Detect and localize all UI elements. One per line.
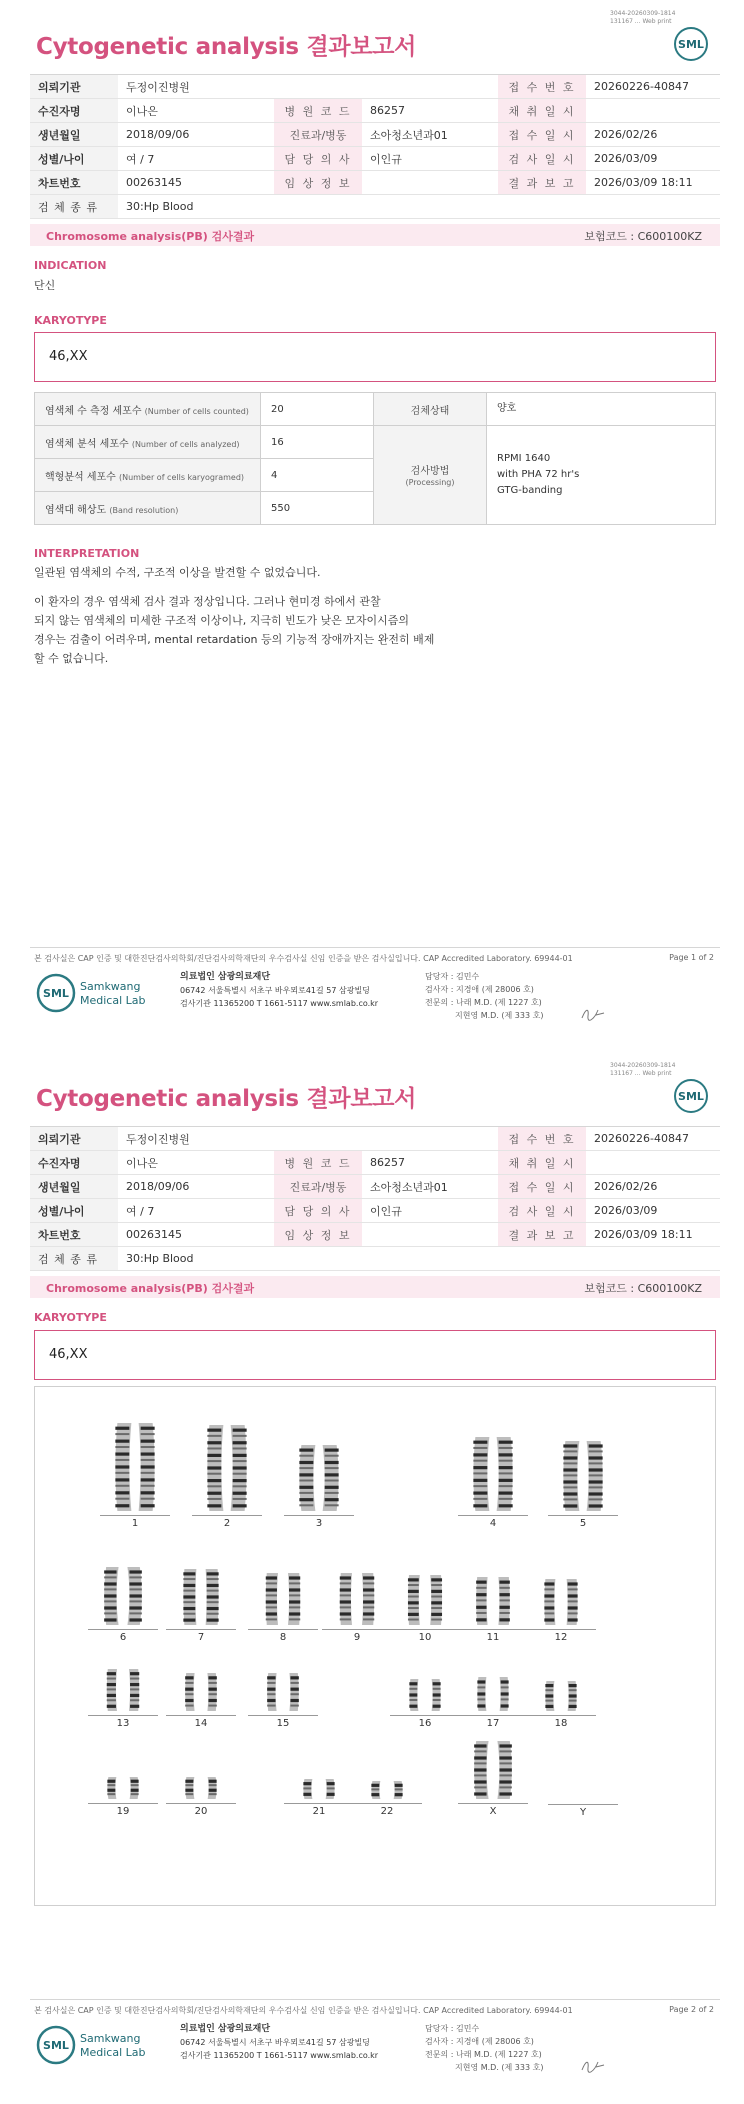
report-page-2: [0, 1052, 744, 2104]
info-label: 의뢰기관: [30, 1127, 118, 1151]
chromosome-baseline: [88, 1715, 158, 1716]
info-label: 병 원 코 드: [274, 99, 362, 123]
chromosome-pair-17: [455, 1675, 531, 1729]
chromosome-icon: [455, 1739, 531, 1801]
chromosome-pair-Y: [545, 1801, 621, 1818]
info-label: 검 체 종 류: [30, 1247, 118, 1271]
print-code: 3044-20260309-1814 131167 ... Web print: [610, 1062, 676, 1077]
chromosome-icon: [523, 1679, 599, 1713]
chromosome-icon: [455, 1575, 531, 1627]
info-label: 병 원 코 드: [274, 1151, 362, 1175]
org-info: 의료법인 삼광의료재단 06742 서울특별시 서초구 바우뫼로41길 57 삼광빌딩 검사기관 11365200 T 1661-5117 www.smlab.co.kr: [180, 972, 379, 1008]
interpretation-text: 일관된 염색체의 수적, 구조적 이상을 발견할 수 없었습니다. 이 환자의 경우 염색체 검사 결과 정상입니다. 그러나 현미경 하에서 관찰 되지 않는 염색체의 미세한 구조적 이상이나, 지극히 빈도가 낮은 모자이시즘의 경우는 검출이 어려우며, mental retardation 등의 기능적 장애까지는 완전히 배제 할 수 없습니다.: [34, 566, 435, 665]
chromosome-label: 2: [223, 1518, 231, 1529]
chromosome-pair-5: [545, 1439, 621, 1529]
chromosome-icon: [85, 1667, 161, 1713]
svg-text:Samkwang: Samkwang: [80, 2032, 141, 2045]
info-value: [362, 171, 498, 195]
chromosome-label: 20: [194, 1806, 208, 1817]
chromosome-icon: [387, 1573, 463, 1627]
chromosome-pair-2: [189, 1423, 265, 1529]
chromosome-label: 4: [489, 1518, 497, 1529]
chromosome-pair-8: [245, 1571, 321, 1643]
chromosome-baseline: [458, 1715, 528, 1716]
info-label: 임 상 정 보: [274, 171, 362, 195]
chromosome-label: Y: [579, 1807, 587, 1818]
info-value: 두정이진병원: [118, 1127, 498, 1151]
chromosome-icon: [545, 1439, 621, 1513]
page-number: Page 2 of 2: [669, 2005, 714, 2014]
info-label: 결 과 보 고: [498, 1223, 586, 1247]
cell-label: 핵형분석 세포수 (Number of cells karyogramed): [35, 459, 261, 492]
samkwang-logo-icon: [36, 973, 156, 1013]
svg-text:SML: SML: [678, 38, 704, 51]
chromosome-pair-22: [349, 1779, 425, 1817]
info-value: 이인규: [362, 147, 498, 171]
chromosome-baseline: [548, 1804, 618, 1805]
chromosome-label: 16: [418, 1718, 432, 1729]
info-label: 의뢰기관: [30, 75, 118, 99]
sml-logo-icon: [673, 1078, 709, 1114]
info-value: 30:Hp Blood: [118, 1247, 720, 1271]
chromosome-icon: [387, 1677, 463, 1713]
info-label: 채 취 일 시: [498, 99, 586, 123]
chromosome-icon: [349, 1779, 425, 1801]
chromosome-label: 12: [554, 1632, 568, 1643]
info-label: 접 수 번 호: [498, 75, 586, 99]
cell-label: 염색체 수 측정 세포수 (Number of cells counted): [35, 393, 261, 426]
chromosome-icon: [85, 1775, 161, 1801]
info-label: 결 과 보 고: [498, 171, 586, 195]
chromosome-baseline: [322, 1629, 392, 1630]
samkwang-logo: [36, 973, 156, 1013]
karyotype-result: 46,XX: [34, 1330, 716, 1380]
chromosome-label: 7: [197, 1632, 205, 1643]
interpretation-heading: INTERPRETATION: [34, 547, 140, 560]
result-section-bar: Chromosome analysis(PB) 검사결과 보험코드 : C600100KZ: [30, 1276, 720, 1298]
cert-text: 본 검사실은 CAP 인증 및 대한진단검사의학회/진단검사의학재단의 우수검사실 신임 인증을 받은 검사실입니다. CAP Accredited Laboratory. 69944-01: [34, 954, 573, 963]
info-label: 담 당 의 사: [274, 147, 362, 171]
info-value: 소아청소년과01: [362, 123, 498, 147]
chromosome-baseline: [284, 1803, 354, 1804]
chromosome-baseline: [526, 1715, 596, 1716]
info-value: 이나은: [118, 1151, 274, 1175]
chromosome-pair-16: [387, 1677, 463, 1729]
cell-value: 16: [261, 426, 374, 459]
info-label: 진료과/병동: [274, 123, 362, 147]
info-value: 30:Hp Blood: [118, 195, 720, 219]
staff-info: 담당자 : 김민수 검사자 : 지경애 (제 28006 호) 전문의 : 나래 M.D. (제 1227 호) 지현영 M.D. (제 333 호): [425, 972, 544, 1020]
footer-divider: [30, 947, 720, 948]
chromosome-baseline: [88, 1629, 158, 1630]
chromosome-label: 17: [486, 1718, 500, 1729]
svg-text:SML: SML: [678, 1090, 704, 1103]
chromosome-icon: [163, 1671, 239, 1713]
samkwang-logo: [36, 2025, 156, 2065]
chromosome-baseline: [526, 1629, 596, 1630]
chromosome-label: 10: [418, 1632, 432, 1643]
svg-text:Medical Lab: Medical Lab: [80, 994, 146, 1007]
chromosome-icon: [281, 1777, 357, 1801]
chromosome-icon: [545, 1801, 621, 1802]
cell-value: 양호: [487, 393, 716, 426]
chromosome-pair-9: [319, 1571, 395, 1643]
chromosome-baseline: [284, 1515, 354, 1516]
info-value: 두정이진병원: [118, 75, 498, 99]
chromosome-baseline: [352, 1803, 422, 1804]
info-value: 2018/09/06: [118, 1175, 274, 1199]
chromosome-baseline: [100, 1515, 170, 1516]
chromosome-label: 14: [194, 1718, 208, 1729]
chromosome-pair-X: [455, 1739, 531, 1817]
chromosome-icon: [163, 1775, 239, 1801]
info-label: 수진자명: [30, 1151, 118, 1175]
cell-label: 염색체 분석 세포수 (Number of cells analyzed): [35, 426, 261, 459]
page-number: Page 1 of 2: [669, 953, 714, 962]
chromosome-baseline: [548, 1515, 618, 1516]
chromosome-pair-3: [281, 1443, 357, 1529]
karyotype-heading: KARYOTYPE: [34, 1311, 107, 1324]
svg-text:SML: SML: [43, 2039, 69, 2052]
info-label: 접 수 일 시: [498, 123, 586, 147]
info-label: 진료과/병동: [274, 1175, 362, 1199]
info-label: 접 수 번 호: [498, 1127, 586, 1151]
cell-value: 4: [261, 459, 374, 492]
chromosome-label: 15: [276, 1718, 290, 1729]
chromosome-icon: [281, 1443, 357, 1513]
chromosome-pair-18: [523, 1679, 599, 1729]
org-info: 의료법인 삼광의료재단 06742 서울특별시 서초구 바우뫼로41길 57 삼광빌딩 검사기관 11365200 T 1661-5117 www.smlab.co.kr: [180, 2024, 379, 2060]
chromosome-pair-1: [97, 1421, 173, 1529]
chromosome-label: X: [489, 1806, 497, 1817]
info-value: 00263145: [118, 171, 274, 195]
cell-value: 550: [261, 492, 374, 525]
info-label: 차트번호: [30, 171, 118, 195]
chromosome-pair-20: [163, 1775, 239, 1817]
chromosome-pair-14: [163, 1671, 239, 1729]
info-value: 소아청소년과01: [362, 1175, 498, 1199]
info-label: 검 체 종 류: [30, 195, 118, 219]
chromosome-pair-4: [455, 1435, 531, 1529]
chromosome-pair-21: [281, 1777, 357, 1817]
karyotype-result: 46,XX: [34, 332, 716, 382]
chromosome-pair-19: [85, 1775, 161, 1817]
chromosome-icon: [523, 1577, 599, 1627]
cell-label: 염색대 해상도 (Band resolution): [35, 492, 261, 525]
report-title: Cytogenetic analysis 결과보고서: [36, 34, 417, 60]
chromosome-baseline: [458, 1515, 528, 1516]
chromosome-icon: [163, 1567, 239, 1627]
cell-label: 검사방법 (Processing): [374, 426, 487, 525]
info-value: 2026/03/09 18:11: [586, 1223, 720, 1247]
chromosome-baseline: [248, 1715, 318, 1716]
cell-label: 검체상태: [374, 393, 487, 426]
info-value: [362, 1223, 498, 1247]
indication-heading: INDICATION: [34, 259, 107, 272]
info-value: 2026/03/09: [586, 147, 720, 171]
info-value: 2018/09/06: [118, 123, 274, 147]
chromosome-baseline: [248, 1629, 318, 1630]
chromosome-label: 18: [554, 1718, 568, 1729]
chromosome-label: 3: [315, 1518, 323, 1529]
chromosome-baseline: [390, 1715, 460, 1716]
chromosome-icon: [97, 1421, 173, 1513]
chromosome-label: 9: [353, 1632, 361, 1643]
info-value: 여 / 7: [118, 147, 274, 171]
karyotype-heading: KARYOTYPE: [34, 314, 107, 327]
info-value: [586, 99, 720, 123]
print-code: 3044-20260309-1814 131167 ... Web print: [610, 10, 676, 25]
chromosome-label: 5: [579, 1518, 587, 1529]
info-label: 담 당 의 사: [274, 1199, 362, 1223]
chromosome-pair-13: [85, 1667, 161, 1729]
samkwang-logo-icon: [36, 2025, 156, 2065]
info-value: 2026/03/09: [586, 1199, 720, 1223]
karyogram-panel: [34, 1386, 716, 1906]
info-label: 생년월일: [30, 123, 118, 147]
chromosome-pair-11: [455, 1575, 531, 1643]
svg-text:Medical Lab: Medical Lab: [80, 2046, 146, 2059]
chromosome-label: 1: [131, 1518, 139, 1529]
chromosome-label: 22: [380, 1806, 394, 1817]
info-value: 2026/02/26: [586, 1175, 720, 1199]
info-label: 수진자명: [30, 99, 118, 123]
info-label: 생년월일: [30, 1175, 118, 1199]
report-title: Cytogenetic analysis 결과보고서: [36, 1086, 417, 1112]
chromosome-icon: [455, 1675, 531, 1713]
chromosome-label: 21: [312, 1806, 326, 1817]
chromosome-pair-12: [523, 1577, 599, 1643]
info-label: 임 상 정 보: [274, 1223, 362, 1247]
chromosome-pair-10: [387, 1573, 463, 1643]
info-label: 차트번호: [30, 1223, 118, 1247]
info-value: 이나은: [118, 99, 274, 123]
chromosome-pair-6: [85, 1565, 161, 1643]
info-label: 검 사 일 시: [498, 147, 586, 171]
chromosome-icon: [245, 1571, 321, 1627]
info-value: 2026/03/09 18:11: [586, 171, 720, 195]
chromosome-icon: [189, 1423, 265, 1513]
patient-info-table: [30, 1126, 720, 1271]
chromosome-pair-7: [163, 1567, 239, 1643]
chromosome-label: 6: [119, 1632, 127, 1643]
chromosome-label: 11: [486, 1632, 500, 1643]
info-label: 채 취 일 시: [498, 1151, 586, 1175]
chromosome-icon: [245, 1671, 321, 1713]
svg-text:Samkwang: Samkwang: [80, 980, 141, 993]
cell-value: RPMI 1640 with PHA 72 hr's GTG-banding: [487, 426, 716, 525]
chromosome-baseline: [192, 1515, 262, 1516]
info-value: 86257: [362, 99, 498, 123]
chromosome-label: 13: [116, 1718, 130, 1729]
info-value: 여 / 7: [118, 1199, 274, 1223]
info-value: 86257: [362, 1151, 498, 1175]
cell-count-table: [34, 392, 716, 525]
chromosome-baseline: [166, 1715, 236, 1716]
footer-divider: [30, 1999, 720, 2000]
info-label: 접 수 일 시: [498, 1175, 586, 1199]
info-value: 2026/02/26: [586, 123, 720, 147]
signature-icon: [580, 2058, 606, 2074]
info-label: 성별/나이: [30, 147, 118, 171]
info-label: 검 사 일 시: [498, 1199, 586, 1223]
svg-text:SML: SML: [43, 987, 69, 1000]
chromosome-baseline: [390, 1629, 460, 1630]
info-value: 20260226-40847: [586, 1127, 720, 1151]
result-section-bar: Chromosome analysis(PB) 검사결과 보험코드 : C600100KZ: [30, 224, 720, 246]
info-value: 20260226-40847: [586, 75, 720, 99]
chromosome-icon: [85, 1565, 161, 1627]
patient-info-table: [30, 74, 720, 219]
indication-text: 단신: [34, 279, 56, 292]
chromosome-label: 8: [279, 1632, 287, 1643]
cell-value: 20: [261, 393, 374, 426]
chromosome-baseline: [88, 1803, 158, 1804]
chromosome-icon: [455, 1435, 531, 1513]
info-value: 00263145: [118, 1223, 274, 1247]
chromosome-baseline: [166, 1803, 236, 1804]
cert-text: 본 검사실은 CAP 인증 및 대한진단검사의학회/진단검사의학재단의 우수검사실 신임 인증을 받은 검사실입니다. CAP Accredited Laboratory. 69944-01: [34, 2006, 573, 2015]
chromosome-label: 19: [116, 1806, 130, 1817]
info-label: 성별/나이: [30, 1199, 118, 1223]
info-value: 이인규: [362, 1199, 498, 1223]
staff-info: 담당자 : 김민수 검사자 : 지경애 (제 28006 호) 전문의 : 나래 M.D. (제 1227 호) 지현영 M.D. (제 333 호): [425, 2024, 544, 2072]
chromosome-baseline: [166, 1629, 236, 1630]
sml-logo-icon: [673, 26, 709, 62]
chromosome-icon: [319, 1571, 395, 1627]
signature-icon: [580, 1006, 606, 1022]
chromosome-baseline: [458, 1629, 528, 1630]
chromosome-baseline: [458, 1803, 528, 1804]
info-value: [586, 1151, 720, 1175]
chromosome-pair-15: [245, 1671, 321, 1729]
